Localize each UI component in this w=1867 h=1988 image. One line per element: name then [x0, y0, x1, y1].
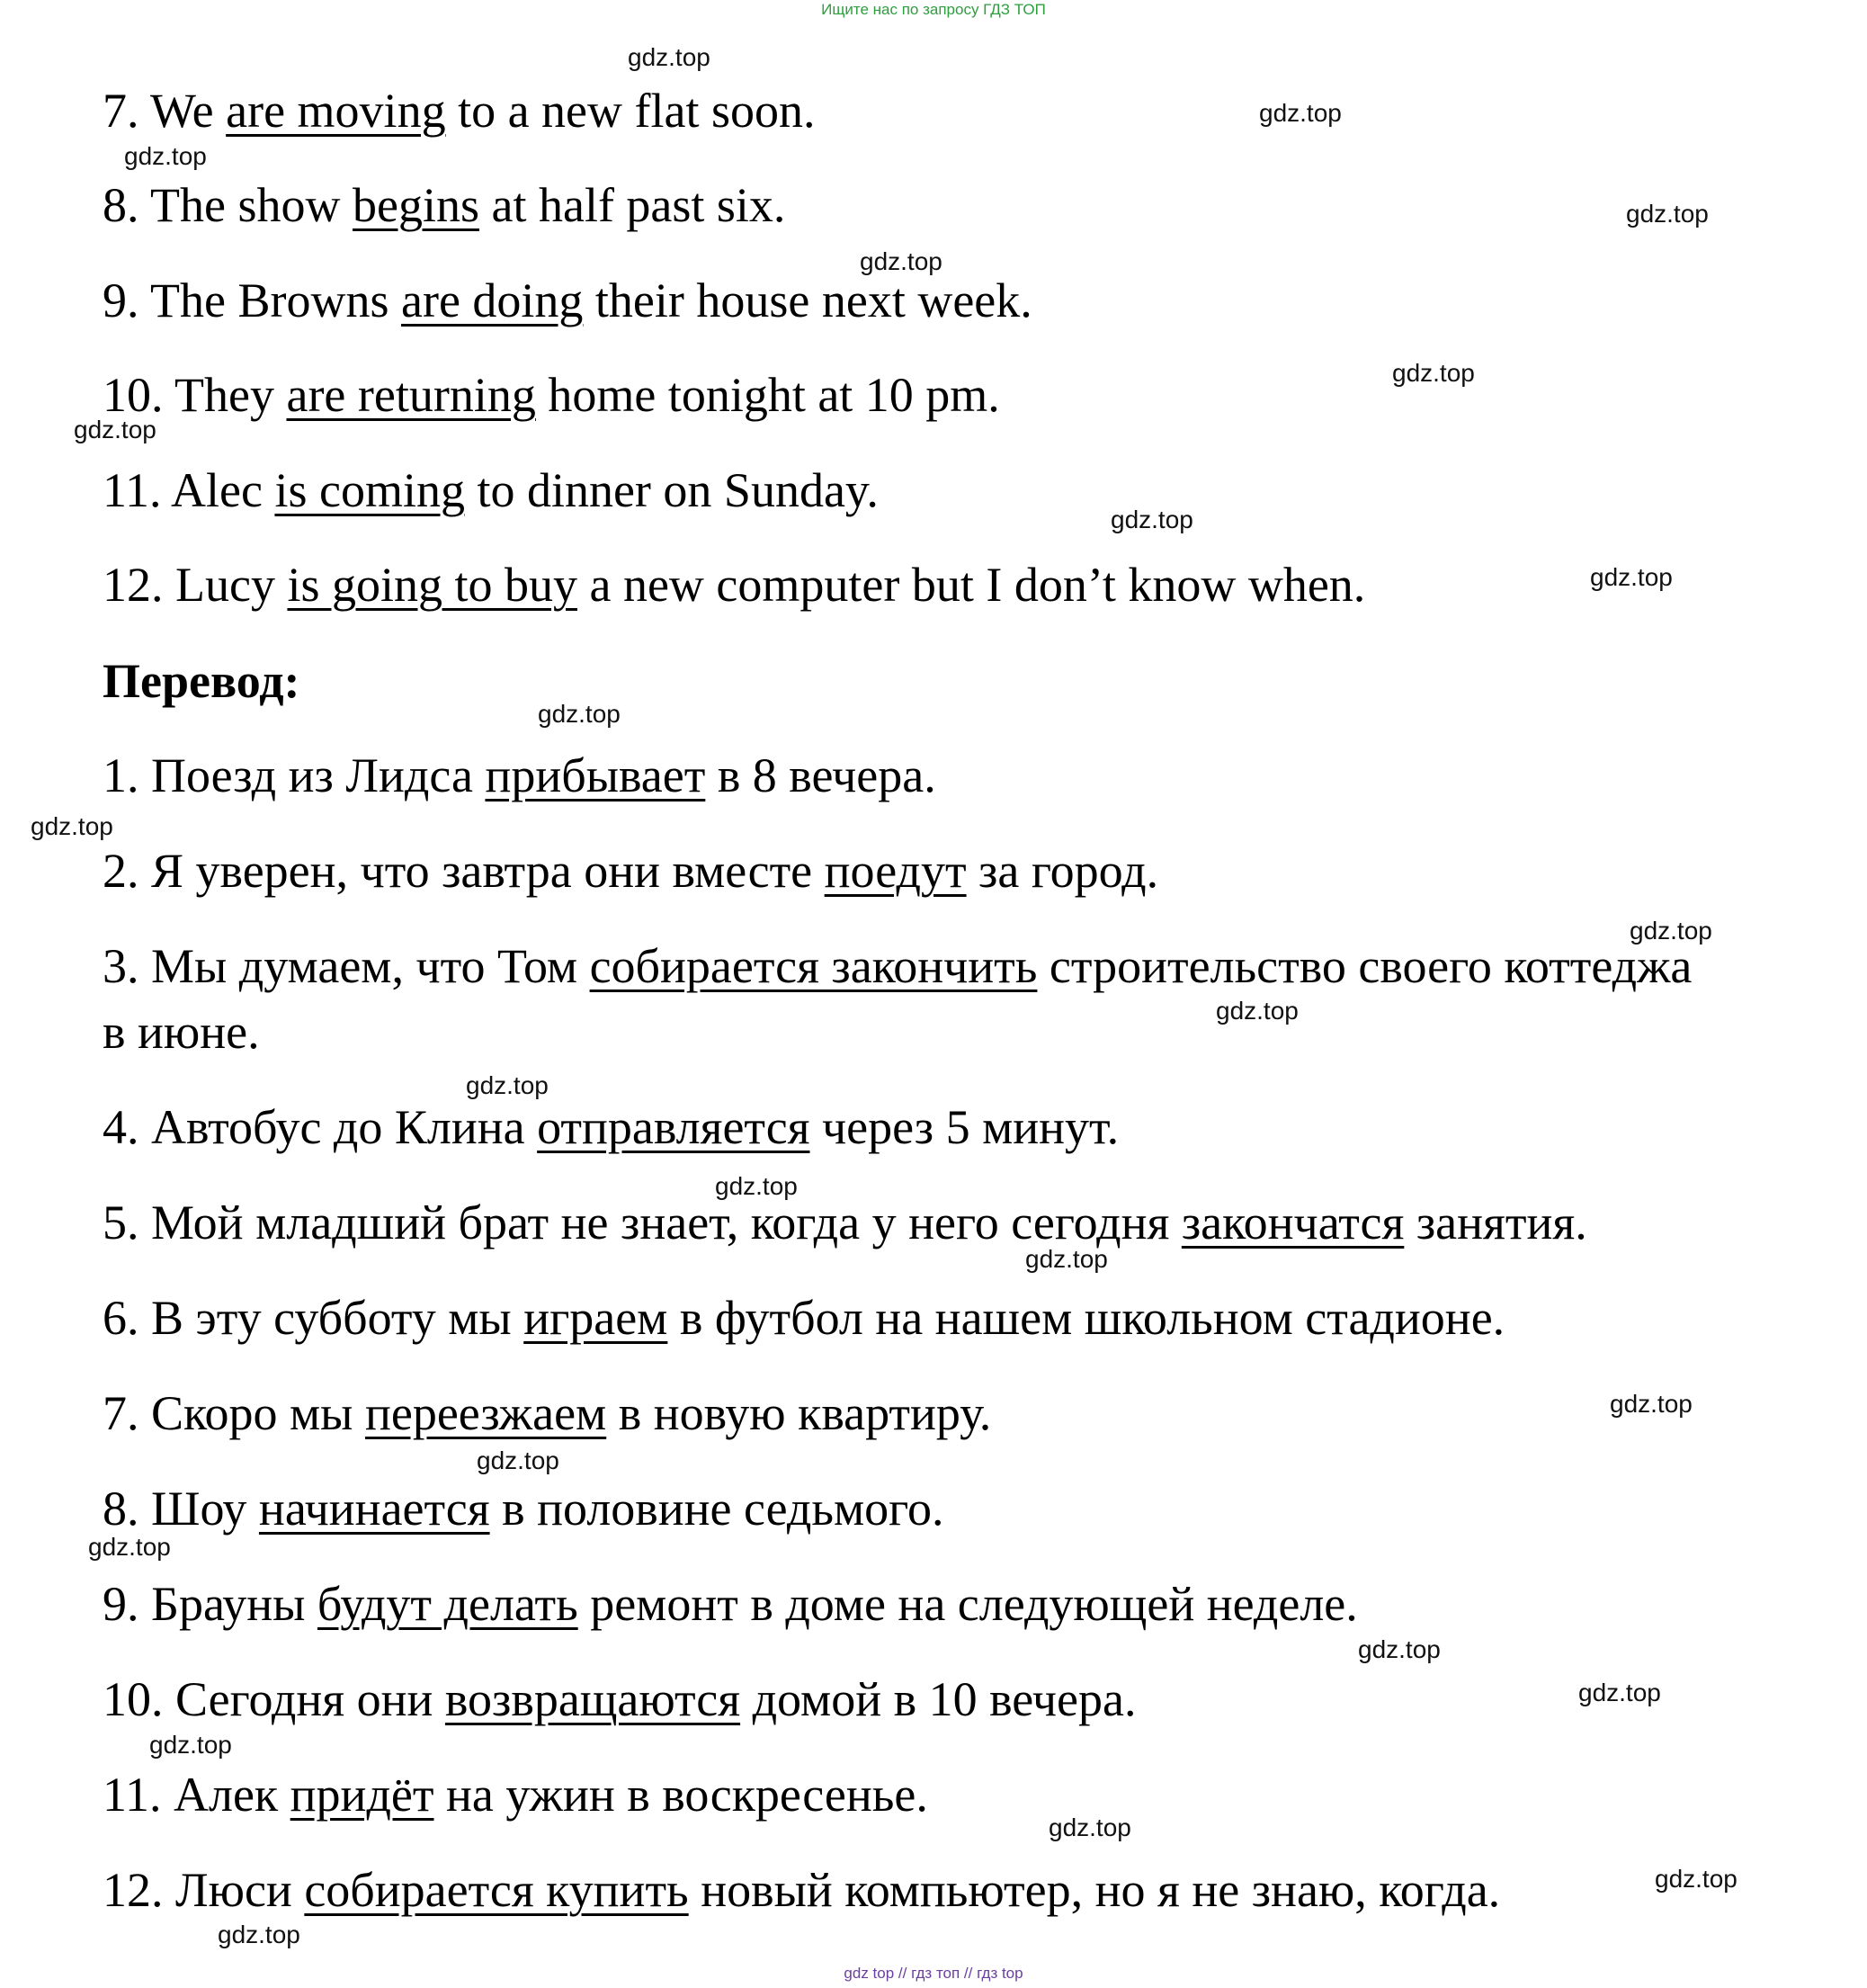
watermark: gdz.top — [1578, 1679, 1661, 1706]
watermark: gdz.top — [124, 142, 207, 170]
watermark: gdz.top — [628, 43, 710, 71]
sentence-ru-5: 5. Мой младший брат не знает, когда у него сегодня закончатся занятия. — [103, 1195, 1587, 1249]
sentence-ru-9: 9. Брауны будут делать ремонт в доме на следующей неделе. — [103, 1577, 1358, 1631]
watermark: gdz.top — [466, 1071, 549, 1099]
sentence-ru-12: 12. Люси собирается купить новый компьютер, но я не знаю, когда. — [103, 1863, 1501, 1917]
highlighted-verb: are returning — [286, 368, 536, 422]
highlighted-verb: отправляется — [537, 1100, 810, 1154]
highlighted-verb: собирается купить — [304, 1863, 689, 1917]
sentence-en-7: 7. We are moving to a new flat soon. — [103, 84, 816, 138]
highlighted-verb: играем — [523, 1291, 668, 1345]
watermark: gdz.top — [218, 1921, 300, 1948]
watermark: gdz.top — [1025, 1245, 1108, 1273]
sentence-ru-7: 7. Скоро мы переезжаем в новую квартиру. — [103, 1386, 992, 1440]
watermark: gdz.top — [1111, 506, 1193, 533]
watermark: gdz.top — [477, 1446, 559, 1474]
highlighted-verb: is coming — [274, 463, 465, 517]
highlighted-verb: начинается — [258, 1482, 490, 1536]
sentence-en-10: 10. They are returning home tonight at 10 pm. — [103, 368, 1000, 422]
highlighted-verb: закончатся — [1181, 1195, 1405, 1249]
watermark: gdz.top — [31, 812, 113, 840]
sentence-ru-11: 11. Алек придёт на ужин в воскресенье. — [103, 1768, 928, 1822]
watermark: gdz.top — [149, 1731, 232, 1759]
sentence-ru-6: 6. В эту субботу мы играем в футбол на нашем школьном стадионе. — [103, 1291, 1505, 1345]
sentence-ru-1: 1. Поезд из Лидса прибывает в 8 вечера. — [103, 748, 936, 802]
watermark: gdz.top — [1392, 359, 1475, 387]
sentence-en-9: 9. The Browns are doing their house next week. — [103, 273, 1032, 327]
highlighted-verb: is going to buy — [287, 558, 577, 612]
highlighted-verb: переезжаем — [364, 1386, 607, 1440]
highlighted-verb: придёт — [290, 1768, 434, 1822]
watermark: gdz.top — [538, 700, 621, 728]
sentence-ru-3-continued: в июне. — [103, 1005, 260, 1059]
highlighted-verb: are moving — [226, 84, 446, 138]
watermark: gdz.top — [715, 1172, 798, 1200]
sentence-ru-3: 3. Мы думаем, что Том собирается закончить строительство своего коттеджа — [103, 939, 1693, 993]
watermark: gdz.top — [1259, 99, 1342, 127]
highlighted-verb: поедут — [824, 844, 967, 898]
sentence-en-12: 12. Lucy is going to buy a new computer but I don’t know when. — [103, 558, 1366, 612]
highlighted-verb: прибывает — [485, 748, 706, 802]
translation-heading: Перевод: — [103, 654, 300, 708]
highlighted-verb: begins — [353, 178, 479, 232]
watermark: gdz.top — [1626, 200, 1709, 228]
watermark: gdz.top — [1049, 1813, 1131, 1841]
sentence-en-11: 11. Alec is coming to dinner on Sunday. — [103, 463, 879, 517]
sentence-ru-4: 4. Автобус до Клина отправляется через 5 минут. — [103, 1100, 1120, 1154]
top-banner: Ищите нас по запросу ГДЗ ТОП — [821, 1, 1046, 18]
watermark: gdz.top — [88, 1533, 171, 1561]
sentence-en-8: 8. The show begins at half past six. — [103, 178, 786, 232]
sentence-ru-10: 10. Сегодня они возвращаются домой в 10 вечера. — [103, 1672, 1137, 1726]
sentence-ru-8: 8. Шоу начинается в половине седьмого. — [103, 1482, 944, 1536]
watermark: gdz.top — [1630, 917, 1712, 945]
sentence-ru-2: 2. Я уверен, что завтра они вместе поедут за город. — [103, 844, 1159, 898]
watermark: gdz.top — [1655, 1865, 1737, 1893]
watermark: gdz.top — [860, 247, 942, 275]
highlighted-verb: are doing — [401, 273, 584, 327]
highlighted-verb: собирается закончить — [589, 939, 1038, 993]
watermark: gdz.top — [1610, 1390, 1693, 1418]
watermark: gdz.top — [1590, 563, 1673, 591]
watermark: gdz.top — [1358, 1635, 1441, 1663]
highlighted-verb: будут делать — [317, 1577, 578, 1631]
watermark: gdz.top — [74, 416, 156, 443]
footer-text: gdz top // гдз топ // гдз top — [844, 1965, 1023, 1982]
highlighted-verb: возвращаются — [444, 1672, 741, 1726]
watermark: gdz.top — [1216, 997, 1299, 1025]
